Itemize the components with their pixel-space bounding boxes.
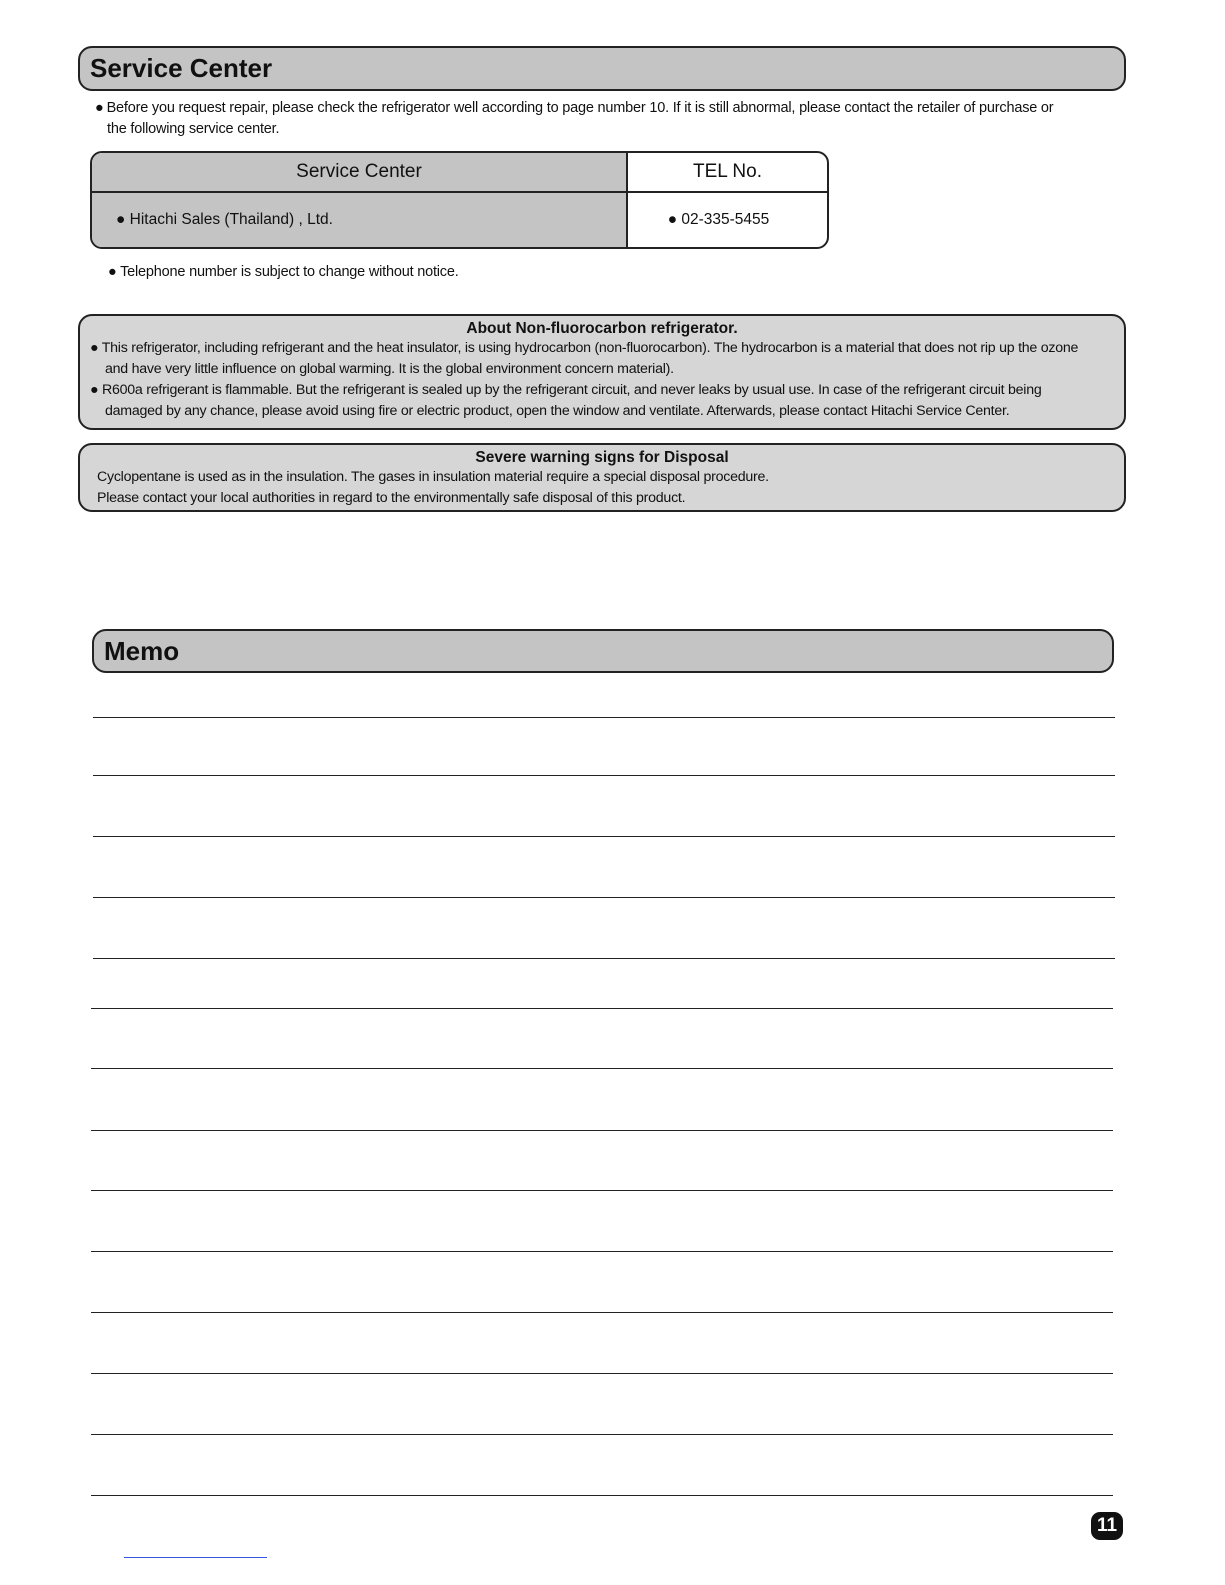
- disposal-line-2: Please contact your local authorities in regard to the environmentally safe disposal of this product.: [97, 490, 686, 506]
- memo-line: [93, 897, 1115, 898]
- table-header-service-center: Service Center: [92, 153, 628, 193]
- nf-bullet-2-line-2: damaged by any chance, please avoid using fire or electric product, open the window and ventilate. Afterwards, please contact Hitachi Service Center.: [105, 403, 1010, 419]
- telephone-note: ● Telephone number is subject to change without notice.: [108, 264, 459, 280]
- memo-line: [91, 1373, 1113, 1374]
- memo-header: [92, 629, 1114, 673]
- table-header-tel: TEL No.: [628, 153, 827, 193]
- page-number: 11: [1091, 1512, 1123, 1540]
- service-center-table: [90, 151, 829, 249]
- memo-line: [91, 1251, 1113, 1252]
- disposal-line-1: Cyclopentane is used as in the insulation. The gases in insulation material require a special disposal procedure.: [97, 469, 769, 485]
- memo-line: [91, 1130, 1113, 1131]
- memo-line: [91, 1495, 1113, 1496]
- service-center-title: Service Center: [90, 53, 273, 83]
- memo-line: [93, 775, 1115, 776]
- memo-line: [91, 1068, 1113, 1069]
- service-center-name: ● Hitachi Sales (Thailand) , Ltd.: [92, 193, 628, 247]
- memo-line: [91, 1008, 1113, 1009]
- non-fluorocarbon-title: About Non-fluorocarbon refrigerator.: [466, 320, 738, 337]
- nf-bullet-1-line-2: and have very little influence on global warming. It is the global environment concern material).: [105, 361, 674, 377]
- intro-paragraph: [95, 98, 1095, 140]
- bullet-icon: ●: [95, 100, 104, 116]
- intro-line-2: the following service center.: [107, 121, 280, 137]
- service-center-header: [78, 46, 1126, 91]
- disposal-title: Severe warning signs for Disposal: [475, 449, 729, 466]
- non-fluorocarbon-box: [78, 314, 1126, 430]
- memo-line: [93, 717, 1115, 718]
- intro-line-1: Before you request repair, please check the refrigerator well according to page number 10. If it is still abnormal, please contact the retailer of purchase or: [106, 100, 1054, 116]
- nf-bullet-1-line-1: ● This refrigerator, including refrigerant and the heat insulator, is using hydrocarbon (non-fluorocarbon). The hydrocarbon is a material that does not rip up the ozone: [90, 340, 1079, 356]
- nf-bullet-2-line-1: ● R600a refrigerant is flammable. But the refrigerant is sealed up by the refrigerant circuit, and never leaks by usual use. In case of the refrigerant circuit being: [90, 382, 1042, 398]
- memo-line: [93, 958, 1115, 959]
- footer-link-underline: [124, 1557, 267, 1558]
- memo-line: [93, 836, 1115, 837]
- memo-title: Memo: [104, 635, 180, 666]
- service-center-tel: ● 02-335-5455: [667, 211, 770, 228]
- disposal-warning-box: [78, 443, 1126, 512]
- memo-line: [91, 1190, 1113, 1191]
- memo-line: [91, 1312, 1113, 1313]
- memo-line: [91, 1434, 1113, 1435]
